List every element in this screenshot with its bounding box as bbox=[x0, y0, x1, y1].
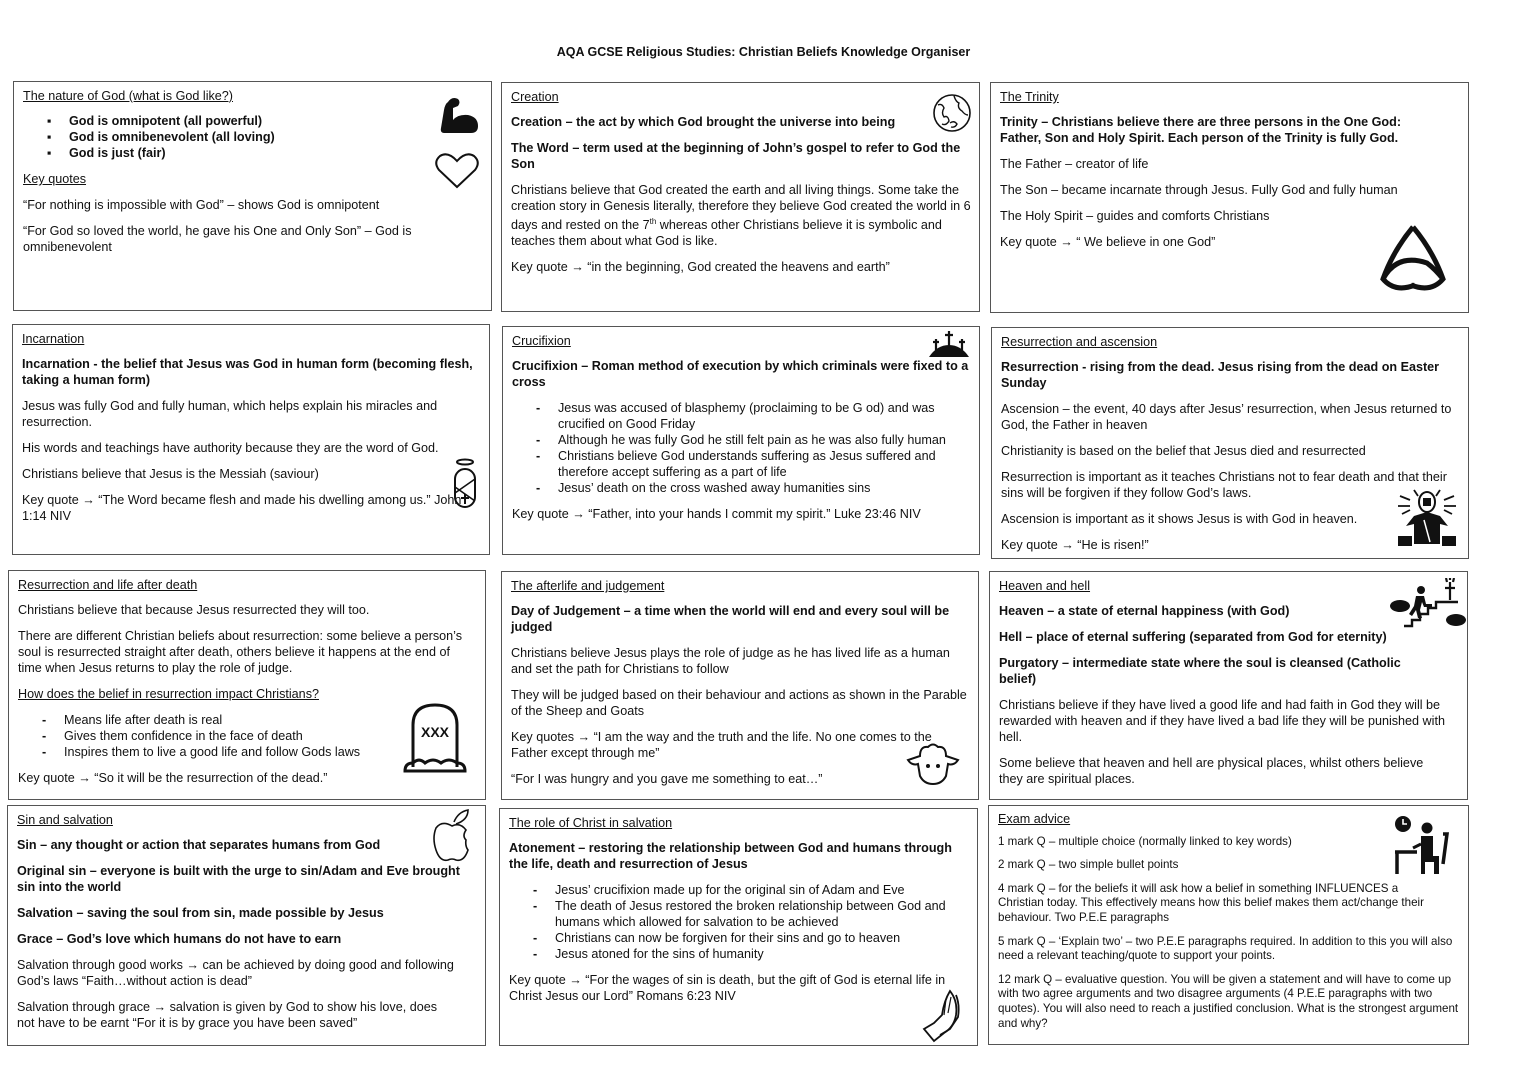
key-quote: “For God so loved the world, he gave his One and Only Son” – God is omnibenevolent bbox=[23, 224, 412, 254]
key-quote: Key quote → “For the wages of sin is death, but the gift of God is eternal life in Christ Jesus our Lord” Romans 6:23 NIV bbox=[509, 973, 946, 1003]
exam-tip: 5 mark Q – ‘Explain two’ – two P.E.E paragraphs required. In addition to this you will also need a relevant teaching/quote to support your points. bbox=[998, 934, 1453, 963]
superscript: th bbox=[649, 217, 657, 226]
definition: Creation – the act by which God brought the universe into being bbox=[511, 115, 896, 129]
definition: Heaven – a state of eternal happiness (with God) bbox=[999, 604, 1290, 618]
key-quote: Key quotes → “I am the way and the truth and the life. No one comes to the Father except through me” bbox=[511, 730, 932, 760]
attributes-list bbox=[23, 113, 483, 161]
key-quote: Key quote → “He is risen!” bbox=[1001, 538, 1149, 552]
definition: Hell – place of eternal suffering (separated from God for eternity) bbox=[999, 630, 1387, 644]
paragraph: The Son – became incarnate through Jesus. Fully God and fully human bbox=[1000, 183, 1398, 197]
paragraph: Christians believe if they have lived a good life and had faith in God they will be rewarded with heaven and if they have lived a bad life they will be punished with hell. bbox=[999, 698, 1445, 744]
list-item: - Christians believe God understands suffering as Jesus suffered and therefore accept suffering as a part of life bbox=[558, 448, 971, 480]
list-item: - Although he was fully God he still felt pain as he was also fully human bbox=[558, 432, 971, 448]
baby-jesus-icon bbox=[451, 457, 479, 509]
definition: Day of Judgement – a time when the world will end and every soul will be judged bbox=[511, 604, 950, 634]
three-crosses-icon bbox=[927, 329, 971, 359]
box-heaven-hell bbox=[989, 571, 1468, 800]
definition: Grace – God’s love which humans do not have to earn bbox=[17, 932, 342, 946]
definition: Atonement – restoring the relationship between God and humans through the life, death and resurrection of Jesus bbox=[509, 841, 952, 871]
box-creation bbox=[501, 82, 980, 312]
definition: Sin – any thought or action that separates humans from God bbox=[17, 838, 381, 852]
key-quote: Key quote → “ We believe in one God” bbox=[1000, 235, 1216, 249]
heart-icon bbox=[434, 152, 480, 190]
paragraph: The Holy Spirit – guides and comforts Christians bbox=[1000, 209, 1270, 223]
definition: Incarnation - the belief that Jesus was God in human form (becoming flesh, taking a human form) bbox=[22, 357, 473, 387]
key-quote: Key quote → “in the beginning, God created the heavens and earth” bbox=[511, 260, 890, 275]
box-incarnation bbox=[12, 324, 490, 555]
box-resurrection-ascension bbox=[991, 327, 1469, 559]
paragraph: Some believe that heaven and hell are physical places, whilst others believe they are spiritual places. bbox=[999, 756, 1424, 786]
triquetra-icon bbox=[1375, 223, 1451, 295]
box-heading: Resurrection and ascension bbox=[1001, 335, 1158, 349]
key-quote: Key quote → “Father, into your hands I commit my spirit.” Luke 23:46 NIV bbox=[512, 507, 921, 521]
box-crucifixion bbox=[502, 326, 980, 555]
definition: Original sin – everyone is built with the urge to sin/Adam and Eve brought sin into the world bbox=[17, 864, 460, 894]
box-heading: The role of Christ in salvation bbox=[509, 816, 673, 830]
key-quote: “For nothing is impossible with God” – shows God is omnipotent bbox=[23, 198, 380, 212]
paragraph: Ascension is important as it shows Jesus is with God in heaven. bbox=[1001, 512, 1358, 526]
box-life-after-death bbox=[8, 570, 486, 800]
key-quote: “For I was hungry and you gave me something to eat…” bbox=[511, 772, 823, 786]
paragraph: There are different Christian beliefs about resurrection: some believe a person’s soul is resurrected straight after death, others believe it happens at the end of time when Jesus returns to play the role of judge. bbox=[18, 629, 463, 675]
globe-icon bbox=[932, 93, 972, 133]
box-heading: Exam advice bbox=[998, 812, 1071, 826]
paragraph: Salvation through grace → salvation is given by God to show his love, does not have to be earnt “For it is by grace you have been saved” bbox=[17, 1000, 438, 1030]
paragraph: Christians believe that because Jesus resurrected they will too. bbox=[18, 603, 370, 617]
crucifixion-list bbox=[512, 400, 971, 496]
list-item: - Means life after death is real bbox=[64, 712, 477, 728]
list-item: - Gives them confidence in the face of death bbox=[64, 728, 477, 744]
flexed-arm-icon bbox=[438, 96, 480, 136]
definition: Resurrection - rising from the dead. Jesus rising from the dead on Easter Sunday bbox=[1001, 360, 1440, 390]
risen-jesus-icon bbox=[1396, 486, 1458, 548]
list-item: - Inspires them to live a good life and follow Gods laws bbox=[64, 744, 477, 760]
definition: Purgatory – intermediate state where the soul is cleansed (Catholic belief) bbox=[999, 656, 1401, 686]
box-heading: Heaven and hell bbox=[999, 579, 1091, 593]
box-heading: The afterlife and judgement bbox=[511, 579, 665, 593]
apple-icon bbox=[432, 808, 472, 864]
paragraph: Christians believe that Jesus is the Messiah (saviour) bbox=[22, 467, 319, 481]
box-heading: Crucifixion bbox=[512, 334, 571, 348]
list-item: ▪ God is omnipotent (all powerful) bbox=[69, 113, 483, 129]
paragraph-text: whereas other Christians believe it is symbolic and teaches them about what God is like. bbox=[511, 218, 942, 249]
exam-tip: 1 mark Q – multiple choice (normally linked to key words) bbox=[998, 834, 1292, 848]
list-item: ▪ God is just (fair) bbox=[69, 145, 483, 161]
key-quote: Key quote → “The Word became flesh and made his dwelling among us.” John 1:14 NIV bbox=[22, 493, 462, 523]
box-afterlife-judgement bbox=[501, 571, 979, 800]
paragraph: His words and teachings have authority because they are the word of God. bbox=[22, 441, 439, 455]
box-heading: Resurrection and life after death bbox=[18, 578, 198, 592]
list-item: - The death of Jesus restored the broken relationship between God and humans which allowed for salvation to be achieved bbox=[555, 898, 969, 930]
exam-tip: 2 mark Q – two simple bullet points bbox=[998, 858, 1179, 872]
exam-tip: 12 mark Q – evaluative question. You will be given a statement and will have to come up with two agree arguments and two disagree arguments (4 P.E.E paragraphs with two quotes). You will also need to reach a justified conclusion. What is the strongest argument and why? bbox=[998, 972, 1459, 1030]
page-title: AQA GCSE Religious Studies: Christian Beliefs Knowledge Organiser bbox=[556, 45, 971, 59]
paragraph: Christians believe Jesus plays the role of judge as he has lived life as a human and set the path for Christians to follow bbox=[511, 646, 950, 676]
key-quote: Key quote → “So it will be the resurrection of the dead.” bbox=[18, 771, 328, 785]
paragraph: Resurrection is important as it teaches Christians not to fear death and that their sins will be forgiven if they follow God’s laws. bbox=[1001, 470, 1447, 500]
stairway-to-heaven-icon bbox=[1388, 578, 1466, 628]
box-nature-of-god bbox=[13, 81, 492, 311]
paragraph: They will be judged based on their behaviour and actions as shown in the Parable of the Sheep and Goats bbox=[511, 688, 967, 718]
paragraph: Christianity is based on the belief that Jesus died and resurrected bbox=[1001, 444, 1366, 458]
paragraph: The Father – creator of life bbox=[1000, 157, 1149, 171]
box-role-of-christ bbox=[499, 808, 978, 1046]
list-item: - Jesus atoned for the sins of humanity bbox=[555, 946, 969, 962]
box-heading: Incarnation bbox=[22, 332, 85, 346]
sheep-icon bbox=[906, 742, 960, 786]
definition: The Word – term used at the beginning of John’s gospel to refer to God the Son bbox=[511, 141, 961, 171]
paragraph-text: Christians believe that God created the earth and all living things. Some take the creation story in Genesis literally, therefore they believe God created the world in 6 days and rested on the 7 bbox=[511, 183, 971, 233]
box-heading: The nature of God (what is God like?) bbox=[23, 89, 233, 103]
atonement-list bbox=[509, 882, 969, 962]
subheading: How does the belief in resurrection impact Christians? bbox=[18, 687, 319, 701]
list-item: - Jesus was accused of blasphemy (proclaiming to be G od) and was crucified on Good Friday bbox=[558, 400, 971, 432]
box-heading: Creation bbox=[511, 90, 559, 104]
box-trinity bbox=[990, 82, 1469, 313]
exam-desk-timer-icon bbox=[1393, 814, 1449, 876]
list-item: - Jesus’ crucifixion made up for the original sin of Adam and Eve bbox=[555, 882, 969, 898]
box-sin-salvation bbox=[7, 805, 486, 1046]
box-heading: Sin and salvation bbox=[17, 813, 113, 827]
gravestone-icon bbox=[403, 701, 467, 775]
svg-text:XXX: XXX bbox=[420, 724, 450, 740]
praying-hands-icon bbox=[920, 989, 964, 1043]
exam-tip: 4 mark Q – for the beliefs it will ask how a belief in something INFLUENCES a Christian today. This effectively means how this belief makes them act/change their behaviour. Two P.E.E paragraphs bbox=[998, 881, 1424, 924]
list-item: ▪ God is omnibenevolent (all loving) bbox=[69, 129, 483, 145]
definition: Crucifixion – Roman method of execution by which criminals were fixed to a cross bbox=[512, 359, 969, 389]
paragraph bbox=[511, 182, 971, 249]
definition: Salvation – saving the soul from sin, made possible by Jesus bbox=[17, 906, 384, 920]
list-item: - Jesus’ death on the cross washed away humanities sins bbox=[558, 480, 971, 496]
list-item: - Christians can now be forgiven for their sins and go to heaven bbox=[555, 930, 969, 946]
paragraph: Jesus was fully God and fully human, which helps explain his miracles and resurrection. bbox=[22, 399, 438, 429]
box-heading: The Trinity bbox=[1000, 90, 1059, 104]
key-quotes-heading: Key quotes bbox=[23, 172, 87, 186]
box-exam-advice bbox=[988, 805, 1469, 1045]
paragraph: Salvation through good works → can be achieved by doing good and following God’s laws “Faith…without action is dead” bbox=[17, 958, 454, 988]
definition: Trinity – Christians believe there are three persons in the One God: Father, Son and Holy Spirit. Each person of the Trinity is fully God. bbox=[1000, 115, 1402, 145]
paragraph: Ascension – the event, 40 days after Jesus’ resurrection, when Jesus returned to God, the Father in heaven bbox=[1001, 402, 1452, 432]
